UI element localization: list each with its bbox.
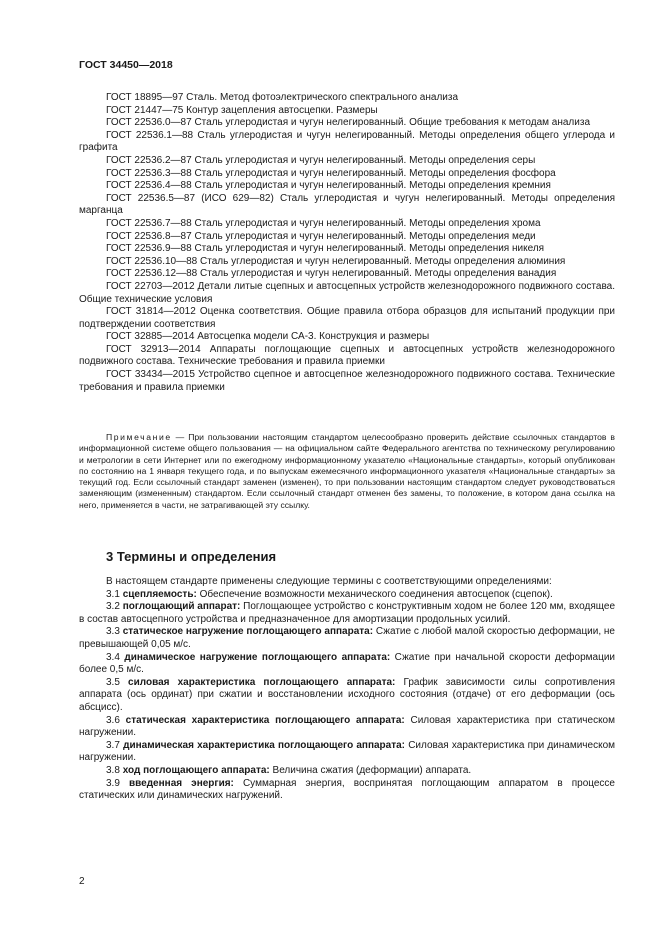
term-definition: Поглощающее устройство с конструктивным ходом не более 120 мм, входящее в состав автосцепного устройства и предназначенное для амортизации продольных усилий. [79,601,616,625]
term-name: статическое нагружение поглощающего аппарата: [122,626,374,638]
term-name: сцепляемость: [122,588,197,600]
page-number: 2 [79,876,85,887]
note-text: — При пользовании настоящим стандартом целесообразно проверить действие ссылочных стандартов в информационной системе общего пользования — на официальном сайте Федерального агентства по техническому регулированию и метрологии в сети Интернет или по ежегодному информационному указателю «Национальные стандарты», который опубликован по состоянию на 1 января текущего года, и по выпускам ежемесячного информационного указателя «Национальные стандарты» за текущий год. Если ссылочный стандарт заменен (изменен), то при пользовании настоящим стандартом следует руководствоваться заменяющим (измененным) стандартом. Если ссылочный стандарт отменен без замены, то положение, в котором дана ссылка на него, применяется в части, не затрагивающей эту ссылку. [79,432,615,510]
reference-item: ГОСТ 22536.0—87 Сталь углеродистая и чугун нелегированный. Общие требования к методам анализа [106,117,590,129]
reference-item: ГОСТ 33434—2015 Устройство сцепное и автосцепное железнодорожного подвижного состава. Технические требования и правила приемки [79,369,615,393]
term-name: поглощающий аппарат: [122,601,241,613]
note-block [79,432,615,511]
term-definition: Силовая характеристика при статическом нагружении. [79,714,615,739]
term-item [79,589,615,602]
term-name: динамическая характеристика поглощающего аппарата: [123,739,406,751]
term-item [79,652,615,677]
section-title: 3 Термины и определения [106,549,277,564]
reference-item: ГОСТ 22536.4—88 Сталь углеродистая и чугун нелегированный. Методы определения кремния [106,180,551,192]
term-number: 3.8 [106,764,123,776]
reference-item: ГОСТ 22536.8—87 Сталь углеродистая и чугун нелегированный. Методы определения меди [106,230,536,242]
term-item [79,677,615,715]
reference-item: ГОСТ 18895—97 Сталь. Метод фотоэлектрического спектрального анализа [106,92,459,103]
term-item [79,601,615,626]
term-number: 3.2 [106,601,123,613]
reference-item: ГОСТ 32885—2014 Автосцепка модели СА-3. Конструкция и размеры [106,331,430,343]
term-definition: Величина сжатия (деформации) аппарата. [269,764,472,776]
reference-item: ГОСТ 22536.1—88 Сталь углеродистая и чугун нелегированный. Методы определения общего углерода и графита [79,129,615,154]
term-name: введенная энергия: [128,777,234,789]
normative-references-list [79,92,615,394]
term-definition: Сжатие при начальной скорости деформации более 0,5 м/с. [79,651,615,676]
reference-item: ГОСТ 31814—2012 Оценка соответствия. Общие правила отбора образцов для испытаний продукции при подтверждении соответствия [79,306,615,330]
term-number: 3.6 [106,714,126,726]
reference-item: ГОСТ 22536.5—87 (ИСО 629—82) Сталь углеродистая и чугун нелегированный. Методы определения марганца [79,192,615,217]
reference-item: ГОСТ 21447—75 Контур зацепления автосцепки. Размеры [106,104,378,116]
term-item [79,740,615,765]
term-number: 3.9 [106,777,129,789]
term-number: 3.7 [106,739,124,751]
term-name: ход поглощающего аппарата: [122,764,270,776]
term-name: силовая характеристика поглощающего аппарата: [128,676,396,688]
term-number: 3.5 [106,676,129,688]
term-item [79,715,615,740]
reference-item: ГОСТ 22536.2—87 Сталь углеродистая и чугун нелегированный. Методы определения серы [106,154,536,166]
term-number: 3.4 [106,651,125,663]
term-definition: Сжатие с любой малой скоростью деформации, не превышающей 0,05 м/с. [79,626,615,650]
term-item [79,626,615,651]
term-definition: Суммарная энергия, воспринятая поглощающим аппаратом в процессе статических или динамических нагружений. [79,777,615,802]
note-label: Примечание [106,432,172,442]
reference-item: ГОСТ 22703—2012 Детали литые сцепных и автосцепных устройств железнодорожного подвижного состава. Общие технические условия [79,280,615,305]
term-definition: График зависимости силы сопротивления аппарата (ось ординат) при сжатии и восстановлении исходного состояния (отдаче) от его деформации (ось абсцисс). [79,676,616,713]
term-name: статическая характеристика поглощающего аппарата: [125,714,405,726]
section-intro: В настоящем стандарте применены следующие термины с соответствующими определениями: [106,576,552,587]
reference-item: ГОСТ 22536.7—88 Сталь углеродистая и чугун нелегированный. Методы определения хрома [106,217,541,229]
reference-item: ГОСТ 22536.10—88 Сталь углеродистая и чугун нелегированный. Методы определения алюминия [106,255,566,267]
term-number: 3.1 [106,588,123,600]
reference-item: ГОСТ 22536.9—88 Сталь углеродистая и чугун нелегированный. Методы определения никеля [106,243,545,255]
reference-item: ГОСТ 22536.12—88 Сталь углеродистая и чугун нелегированный. Методы определения ванадия [106,268,557,280]
document-header: ГОСТ 34450—2018 [79,59,173,71]
reference-item: ГОСТ 22536.3—88 Сталь углеродистая и чугун нелегированный. Методы определения фосфора [106,167,556,179]
term-definition: Обеспечение возможности механического соединения автосцепок (сцепок). [196,588,553,600]
term-item [79,778,615,803]
term-number: 3.3 [106,626,123,638]
term-item [79,765,615,778]
terms-list [79,576,615,803]
reference-item: ГОСТ 32913—2014 Аппараты поглощающие сцепных и автосцепных устройств железнодорожного подвижного состава. Технические требования и правила приемки [79,343,615,368]
term-definition: Силовая характеристика при динамическом нагружении. [79,739,616,764]
term-name: динамическое нагружение поглощающего аппарата: [124,651,391,663]
